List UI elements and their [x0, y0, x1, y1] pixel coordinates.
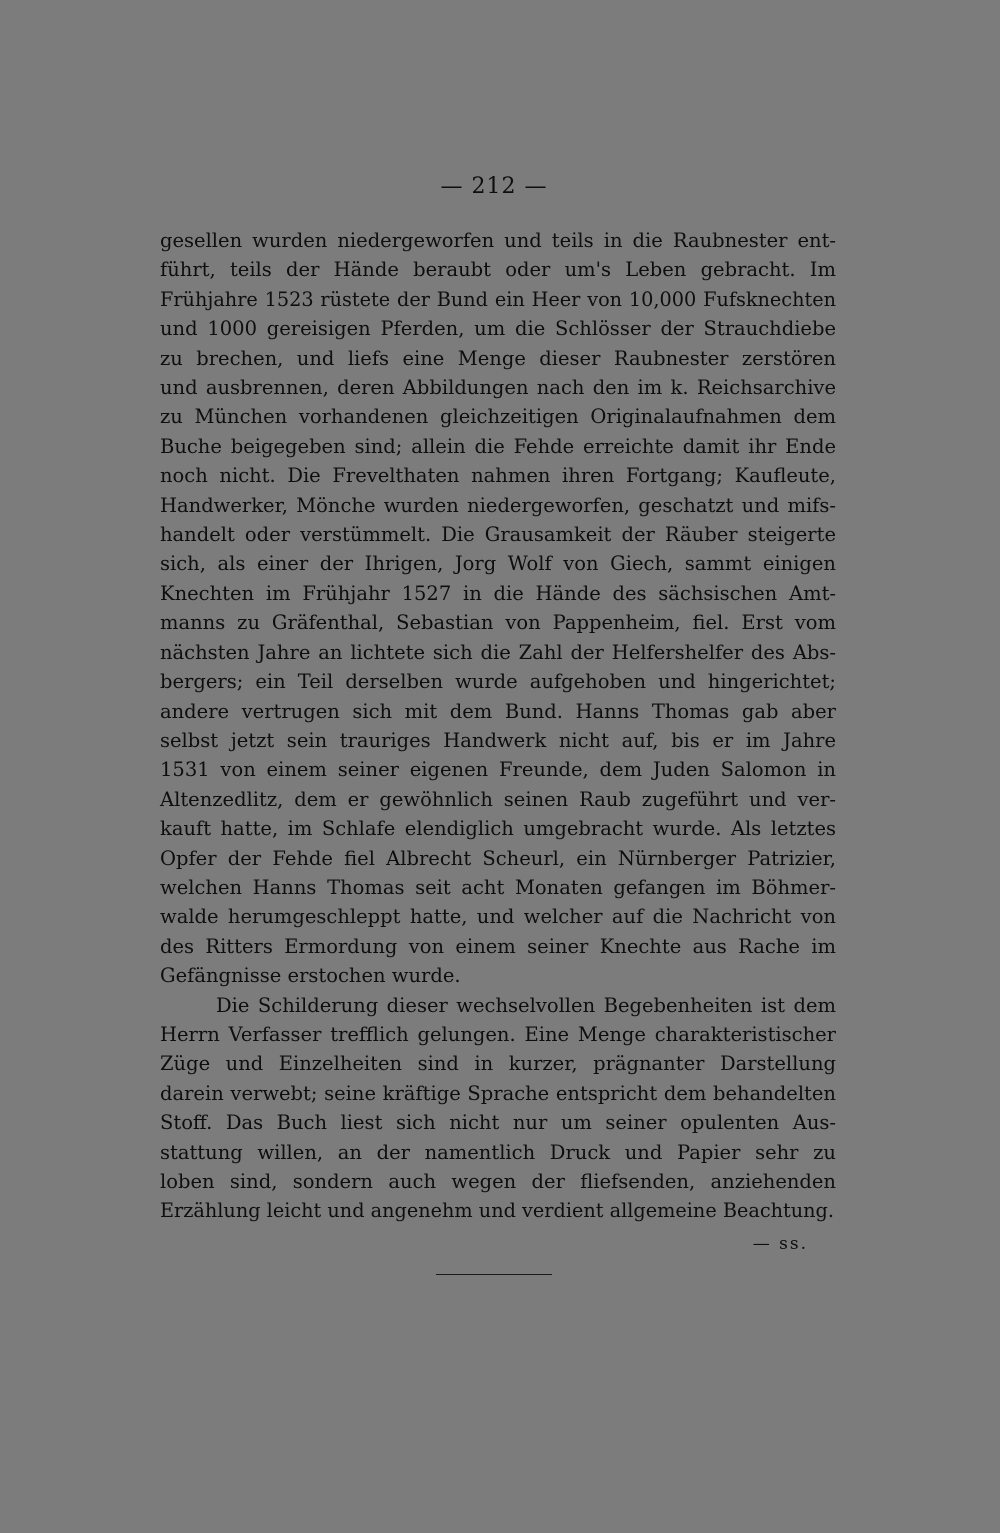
text-line: Opfer der Fehde fiel Albrecht Scheurl, ein Nürnberger Patrizier,: [160, 846, 836, 870]
text-line: loben sind, sondern auch wegen der fliefsenden, anziehenden: [160, 1170, 836, 1193]
text-line: Gefängnisse erstochen wurde.: [160, 964, 461, 988]
text-line: selbst jetzt sein trauriges Handwerk nicht auf, bis er im Jahre: [160, 728, 836, 752]
text-line: Die Schilderung dieser wechselvollen Begebenheiten ist dem: [216, 993, 836, 1017]
text-line: Buche beigegeben sind; allein die Fehde erreichte damit ihr Ende: [160, 434, 836, 458]
page-number: — 212 —: [440, 174, 548, 199]
text-line: kauft hatte, im Schlafe elendiglich umgebracht wurde. Als letztes: [160, 817, 836, 841]
text-line: 1531 von einem seiner eigenen Freunde, dem Juden Salomon in: [160, 758, 836, 782]
text-line: nächsten Jahre an lichtete sich die Zahl der Helfershelfer des Abs-: [160, 640, 836, 664]
text-line: Stoff. Das Buch liest sich nicht nur um seiner opulenten Aus-: [160, 1111, 836, 1135]
text-line: zu München vorhandenen gleichzeitigen Originalaufnahmen dem: [160, 405, 836, 429]
text-line: gesellen wurden niedergeworfen und teils in die Raubnester ent-: [160, 229, 836, 252]
paragraph: [160, 226, 836, 991]
text-line: noch nicht. Die Frevelthaten nahmen ihren Fortgang; Kaufleute,: [160, 464, 836, 488]
text-line: sich, als einer der Ihrigen, Jorg Wolf von Giech, sammt einigen: [160, 552, 836, 576]
text-line: Altenzedlitz, dem er gewöhnlich seinen Raub zugeführt und ver-: [160, 787, 836, 811]
text-line: Züge und Einzelheiten sind in kurzer, prägnanter Darstellung: [160, 1052, 836, 1076]
text-line: des Ritters Ermordung von einem seiner Knechte aus Rache im: [160, 934, 836, 958]
text-line: bergers; ein Teil derselben wurde aufgehoben und hingerichtet;: [160, 670, 836, 694]
text-line: Erzählung leicht und angenehm und verdient allgemeine Beachtung.: [160, 1199, 835, 1223]
text-line: Handwerker, Mönche wurden niedergeworfen, geschatzt und mifs-: [160, 493, 836, 517]
text-line: Frühjahre 1523 rüstete der Bund ein Heer von 10,000 Fufsknechten: [160, 287, 836, 311]
paragraph: [160, 991, 836, 1226]
author-signature: — ss.: [752, 1234, 808, 1254]
text-line: und 1000 gereisigen Pferden, um die Schlösser der Strauchdiebe: [160, 317, 836, 341]
text-line: zu brechen, und liefs eine Menge dieser Raubnester zerstören: [160, 346, 836, 370]
text-line: Knechten im Frühjahr 1527 in die Hände des sächsischen Amt-: [160, 581, 836, 605]
text-line: führt, teils der Hände beraubt oder um's Leben gebracht. Im: [160, 258, 836, 282]
text-line: stattung willen, an der namentlich Druck und Papier sehr zu: [160, 1140, 836, 1164]
text-line: andere vertrugen sich mit dem Bund. Hanns Thomas gab aber: [160, 699, 836, 723]
text-line: manns zu Gräfenthal, Sebastian von Pappenheim, fiel. Erst vom: [160, 611, 836, 635]
text-line: walde herumgeschleppt hatte, und welcher auf die Nachricht von: [160, 905, 836, 929]
text-line: und ausbrennen, deren Abbildungen nach den im k. Reichsarchive: [160, 376, 836, 400]
text-line: darein verwebt; seine kräftige Sprache entspricht dem behandelten: [160, 1081, 836, 1105]
text-line: handelt oder verstümmelt. Die Grausamkeit der Räuber steigerte: [160, 523, 836, 547]
section-divider: [436, 1274, 552, 1275]
text-line: welchen Hanns Thomas seit acht Monaten gefangen im Böhmer-: [160, 875, 836, 899]
text-line: Herrn Verfasser trefflich gelungen. Eine Menge charakteristischer: [160, 1022, 836, 1046]
body-text: [160, 226, 836, 1226]
